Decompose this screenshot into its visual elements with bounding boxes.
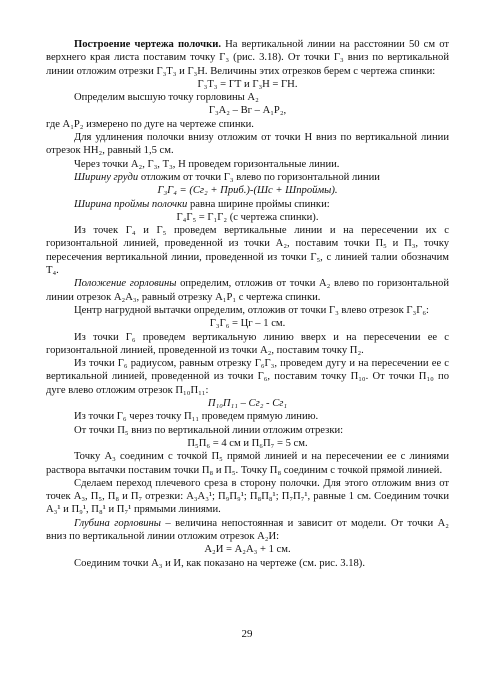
paragraph: Г₃Т₃ = ГТ и Г₃Н = ГН.	[197, 78, 298, 90]
paragraph: Через точки А₂, Г₃, Т₃, Н проведем горизонтальные линии.	[74, 158, 340, 170]
text-run: равна ширине проймы спинки:	[187, 198, 330, 210]
paragraph: Из точки Г₆ радиусом, равным отрезку Г₆Г₃, проведем дугу и на пересечении ее с вертикальной линией, проведенной из точки Г₆, поставим точку П₁₀. От точки П₁₀ по дуге влево отложим отрезок П₁₀П₁₁:	[46, 358, 449, 396]
document-body	[46, 38, 449, 570]
paragraph: Г₃Г₆ = Цг – 1 см.	[209, 318, 286, 330]
paragraph: П₁₀П₁₁ – Сг₂ - Сг₁	[207, 398, 288, 410]
paragraph: Г₄Г₅ = Г₁Г₂ (с чертежа спинки).	[176, 211, 319, 223]
paragraph: Из точки Г₆ через точку П₁₁ проведем прямую линию.	[74, 411, 319, 423]
text-run: На вертикальной линии на расстоянии 50 см от верхнего края листа поставим точку Г₃ (рис. 3.18). От точки Г₃ вниз по вертикальной линии отложим отрезки Г₃Т₃ и Г₃Н. Величины этих отрезков берем с чертежа спинки:	[46, 39, 449, 77]
paragraph: Соединим точки А₃ и И, как показано на чертеже (см. рис. 3.18).	[74, 557, 365, 569]
paragraph	[46, 517, 449, 544]
page-number: 29	[241, 628, 253, 640]
paragraph: где А₁Р₂ измерено по дуге на чертеже спинки.	[46, 118, 254, 130]
paragraph	[46, 277, 449, 304]
paragraph: Из точки Г₆ проведем вертикальную линию вверх и на пересечении ее с горизонтальной линией, проведенной из точки А₂, поставим точку П₂.	[46, 331, 449, 356]
paragraph: Г₃Г₄ = (Сг₂ + Приб.)-(Шс + Шпроймы).	[157, 185, 338, 197]
paragraph: Г₃А₂ – Вг – А₁Р₂,	[208, 105, 287, 117]
paragraph: Точку А₃ соединим с точкой П₅ прямой линией и на пересечении ее с линиями раствора вытачки поставим точки П₈ и П₅. Точку П₈ соединим с точкой прямой линией.	[46, 451, 449, 476]
paragraph: От точки П₅ вниз по вертикальной линии отложим отрезки:	[74, 424, 344, 436]
paragraph: Центр нагрудной вытачки определим, отложив от точки Г₃ влево отрезок Г₃Г₆:	[74, 304, 429, 316]
paragraph: Из точек Г₄ и Г₅ проведем вертикальные линии и на пересечении их с горизонтальной линией, проведенной из точки А₂, поставим точки П₅ и П₃, точку пересечения вертикальной линии, проведенной из точки Г₅, с линией талии обозначим Т₄.	[46, 225, 449, 277]
text-run: – величина непостоянная и зависит от модели. От точки А₂ вниз по вертикальной линии отложим отрезок А₂И:	[46, 517, 450, 542]
paragraph: Сделаем переход плечевого среза в сторону полочки. Для этого отложим вниз от точек А₃, П₅, П₈ и П₇ отрезки: А₃А₃¹; П₉П₉¹; П₈П₈¹; П₇П₇¹, равные 1 см. Соединим точки А₃¹ и П₉¹, П₈¹ и П₇¹ прямыми линиями.	[46, 477, 449, 516]
text-run: Положение горловины	[74, 278, 177, 290]
paragraph: Определим высшую точку горловины А₂	[74, 92, 259, 104]
text-run: Ширина проймы полочки	[74, 198, 188, 210]
text-run: определим, отложив от точки А₂ влево по горизонтальной линии отрезок А₂А₃, равный отрезку А₁Р₁ с чертежа спинки.	[46, 278, 449, 303]
paragraph: П₅П₆ = 4 см и П₆П₇ = 5 см.	[187, 437, 308, 449]
text-run: отложим от точки Г₃ влево по горизонтальной линии	[138, 171, 380, 183]
text-run: Построение чертежа полочки.	[74, 39, 221, 50]
paragraph	[46, 171, 449, 184]
paragraph: А₂И = А₂А₃ + 1 см.	[204, 544, 291, 556]
text-run: Ширину груди	[74, 171, 139, 183]
text-run: Глубина горловины	[74, 517, 161, 529]
paragraph	[46, 198, 449, 211]
paragraph: Для удлинения полочки внизу отложим от точки Н вниз по вертикальной линии отрезок НН₂, равный 1,5 см.	[46, 132, 449, 157]
paragraph	[46, 38, 449, 78]
